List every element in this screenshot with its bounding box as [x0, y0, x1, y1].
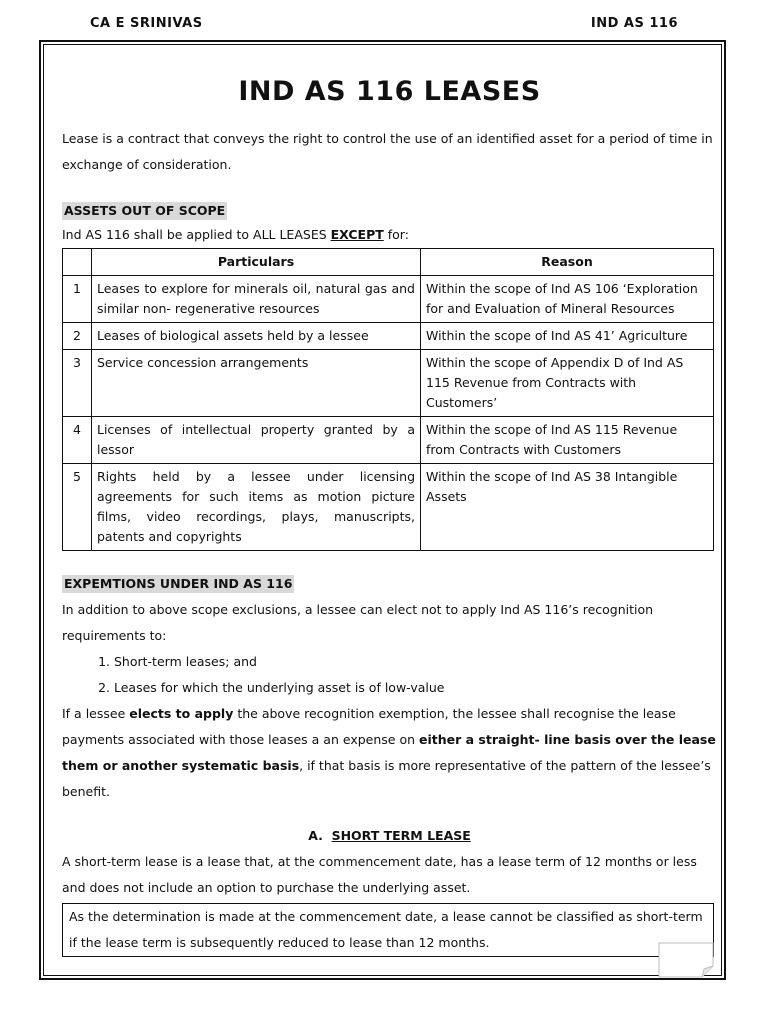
row-reason: Within the scope of Ind AS 106 ‘Exploration for and Evaluation of Mineral Resources: [421, 276, 714, 323]
exemptions-heading: EXPEMTIONS UNDER IND AS 116: [64, 576, 293, 591]
table-row: [63, 350, 714, 417]
scope-heading: ASSETS OUT OF SCOPE: [64, 203, 226, 218]
short-term-definition: A short-term lease is a lease that, at the commencement date, has a lease term of 12 months or less and does not include an option to purchase the underlying asset.: [62, 854, 697, 895]
scope-lead-emphasis: EXCEPT: [330, 227, 384, 242]
exemption-paragraph: [62, 701, 717, 805]
page-title: IND AS 116 LEASES: [238, 76, 541, 107]
short-term-marker: A.: [308, 828, 323, 843]
header-author: CA E SRINIVAS: [90, 16, 203, 31]
table-row: [63, 417, 714, 464]
row-particular: Leases of biological assets held by a lessee: [92, 323, 421, 350]
list-item: 2. Leases for which the underlying asset is of low-value: [114, 675, 717, 701]
intro-paragraph: Lease is a contract that conveys the right to control the use of an identified asset for a period of time in exchange of consideration.: [62, 131, 713, 172]
exemptions-list: [62, 649, 717, 701]
short-term-note: As the determination is made at the commencement date, a lease cannot be classified as short-term if the lease term is subsequently reduced to lease than 12 months.: [69, 909, 703, 950]
short-term-note-box: [62, 903, 714, 957]
exemption-text-3: , if that basis is more representative of the pattern of the lessee’s benefit.: [62, 758, 711, 799]
page-curl-icon: [658, 942, 714, 978]
running-header: [0, 16, 768, 36]
row-number: 2: [63, 323, 92, 350]
table-row: [63, 464, 714, 551]
row-reason: Within the scope of Ind AS 41’ Agriculture: [421, 323, 714, 350]
row-number: 3: [63, 350, 92, 417]
row-reason: Within the scope of Ind AS 38 Intangible Assets: [421, 464, 714, 551]
exemption-bold-1: elects to apply: [129, 706, 234, 721]
row-particular: Service concession arrangements: [92, 350, 421, 417]
row-particular: Leases to explore for minerals oil, natural gas and similar non- regenerative resources: [92, 276, 421, 323]
row-number: 5: [63, 464, 92, 551]
list-item: 1. Short-term leases; and: [114, 649, 717, 675]
column-header-reason: Reason: [421, 249, 714, 276]
scope-table: [62, 248, 714, 551]
short-term-title: SHORT TERM LEASE: [331, 828, 471, 843]
scope-lead-tail: for:: [383, 227, 409, 242]
exemptions-lead: In addition to above scope exclusions, a lessee can elect not to apply Ind AS 116’s recognition requirements to:: [62, 602, 654, 643]
header-standard: IND AS 116: [590, 16, 678, 31]
row-number: 4: [63, 417, 92, 464]
row-reason: Within the scope of Appendix D of Ind AS 115 Revenue from Contracts with Customers’: [421, 350, 714, 417]
row-number: 1: [63, 276, 92, 323]
scope-lead: [62, 224, 717, 246]
table-row: [63, 323, 714, 350]
exemption-text-1: If a lessee: [62, 706, 130, 721]
table-header-row: [63, 249, 714, 276]
table-row: [63, 276, 714, 323]
short-term-heading: [62, 823, 717, 849]
row-particular: Rights held by a lessee under licensing agreements for such items as motion picture films, video recordings, plays, manuscripts, patents and copyrights: [92, 464, 421, 551]
exemption-bold-2: either a straight- line basis over the lease them or another systematic basis: [62, 732, 716, 773]
page-content: [62, 70, 717, 957]
row-particular: Licenses of intellectual property granted by a lessor: [92, 417, 421, 464]
row-reason: Within the scope of Ind AS 115 Revenue from Contracts with Customers: [421, 417, 714, 464]
column-header-number: [63, 249, 92, 276]
exemption-text-2: the above recognition exemption, the lessee shall recognise the lease payments associated with those leases a an expense on: [62, 706, 676, 747]
scope-lead-text: Ind AS 116 shall be applied to ALL LEASES: [62, 227, 331, 242]
column-header-particulars: Particulars: [92, 249, 421, 276]
